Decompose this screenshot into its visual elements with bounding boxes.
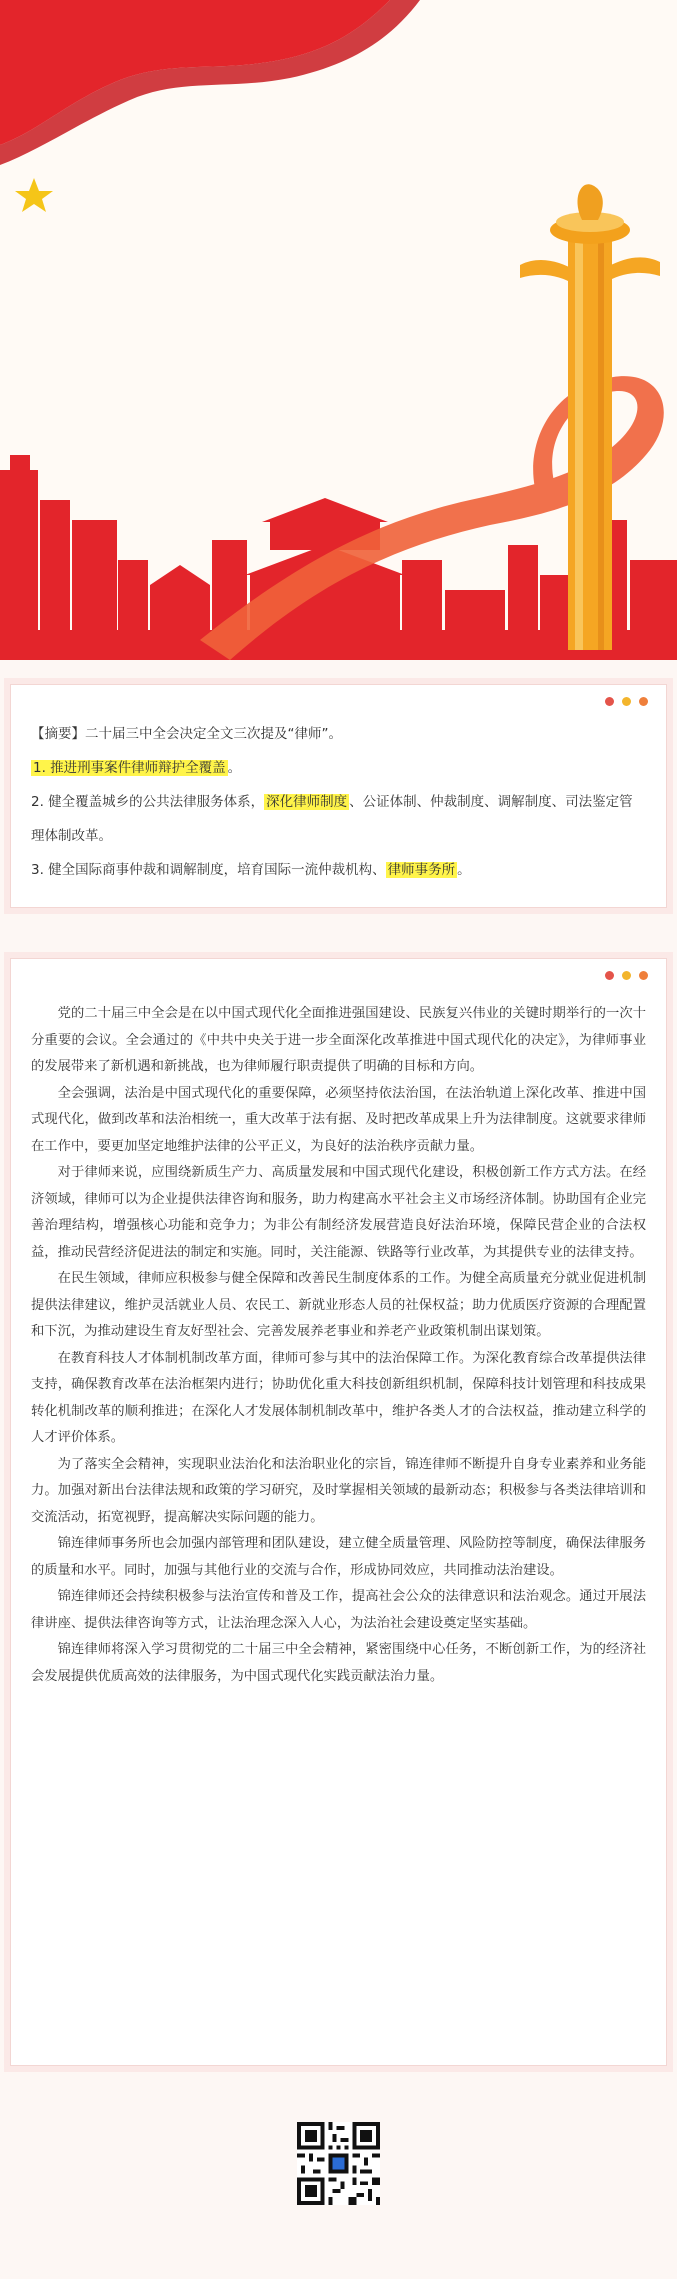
summary-item-3: 3. 健全国际商事仲裁和调解制度，培育国际一流仲裁机构、 律师事务所 。 — [31, 862, 471, 878]
summary-lead: 【摘要】二十届三中全会决定全文三次提及“律师”。 — [31, 726, 342, 742]
paragraph: 在民生领域，律师应积极参与健全保障和改善民生制度体系的工作。为健全高质量充分就业促进机制提供法律建议，维护灵活就业人员、农民工、新就业形态人员的社保权益；助力优质医疗资源的合理配置和下沉，为推动建设生育友好型社会、完善发展养老事业和养老产业政策机制出谋划策。 — [31, 1271, 646, 1339]
orange-dot-icon — [639, 971, 648, 980]
highlight: 深化律师制度 — [266, 794, 348, 810]
yellow-dot-icon — [622, 697, 631, 706]
paragraph: 锦连律师事务所也会加强内部管理和团队建设，建立健全质量管理、风险防控等制度，确保法律服务的质量和水平。同时，加强与其他行业的交流与合作，形成协同效应，共同推动法治建设。 — [31, 1536, 646, 1578]
paragraph: 在教育科技人才体制机制改革方面，律师可参与其中的法治保障工作。为深化教育综合改革提供法律支持，确保教育改革在法治框架内进行；协助优化重大科技创新组织机制，保障科技计划管理和科技成果转化机制改革的顺利推进；在深化人才发展体制机制改革中，维护各类人才的合法权益，推动建立科学的人才评价体系。 — [31, 1350, 646, 1445]
summary-item-2: 2. 健全覆盖城乡的公共法律服务体系， 深化律师制度 、公证体制、仲裁制度、调解制度、司法鉴定管理体制改革。 — [31, 794, 633, 844]
article-card — [10, 958, 667, 2066]
window-dots — [605, 697, 648, 706]
window-dots — [605, 971, 648, 980]
summary-card — [10, 684, 667, 908]
banner-illustration — [0, 0, 677, 660]
paragraph: 对于律师来说，应围绕新质生产力、高质量发展和中国式现代化建设，积极创新工作方式方法。在经济领域，律师可以为企业提供法律咨询和服务，助力构建高水平社会主义市场经济体制。协助国有企业完善治理结构，增强核心功能和竞争力；为非公有制经济发展营造良好法治环境，保障民营企业的合法权益，推动民营经济促进法的制定和实施。同时，关注能源、铁路等行业改革，为其提供专业的法律支持。 — [31, 1165, 646, 1260]
article-body — [31, 1001, 646, 1690]
yellow-dot-icon — [622, 971, 631, 980]
summary-text — [31, 717, 646, 887]
orange-dot-icon — [639, 697, 648, 706]
paragraph: 全会强调，法治是中国式现代化的重要保障，必须坚持依法治国，在法治轨道上深化改革、推进中国式现代化，做到改革和法治相统一，重大改革于法有据、及时把改革成果上升为法律制度。这就要求律师在工作中，要更加坚定地维护法律的公平正义，为良好的法治秩序贡献力量。 — [31, 1085, 646, 1154]
summary-item-1: 1. 推进刑事案件律师辩护全覆盖 。 — [33, 760, 242, 776]
paragraph: 锦连律师还会持续积极参与法治宣传和普及工作，提高社会公众的法律意识和法治观念。通过开展法律讲座、提供法律咨询等方式，让法治理念深入人心，为法治社会建设奠定坚实基础。 — [31, 1589, 646, 1631]
header-banner — [0, 0, 677, 660]
highlight: 律师事务所 — [387, 862, 456, 878]
gold-star-icon — [15, 178, 53, 212]
red-dot-icon — [605, 971, 614, 980]
red-dot-icon — [605, 697, 614, 706]
qr-code-icon[interactable] — [297, 2122, 380, 2205]
highlight: 1. 推进刑事案件律师辩护全覆盖 — [33, 760, 226, 776]
paragraph: 党的二十届三中全会是在以中国式现代化全面推进强国建设、民族复兴伟业的关键时期举行的一次十分重要的会议。全会通过的《中共中央关于进一步全面深化改革推进中国式现代化的决定》，为律师事业的发展带来了新机遇和新挑战，也为律师履行职责提供了明确的目标和方向。 — [31, 1006, 646, 1074]
paragraph: 锦连律师将深入学习贯彻党的二十届三中全会精神，紧密围绕中心任务，不断创新工作，为的经济社会发展提供优质高效的法律服务，为中国式现代化实践贡献法治力量。 — [31, 1642, 646, 1684]
paragraph: 为了落实全会精神，实现职业法治化和法治职业化的宗旨，锦连律师不断提升自身专业素养和业务能力。加强对新出台法律法规和政策的学习研究，及时掌握相关领域的最新动态；积极参与各类法律培训和交流活动，拓宽视野，提高解决实际问题的能力。 — [31, 1456, 646, 1525]
